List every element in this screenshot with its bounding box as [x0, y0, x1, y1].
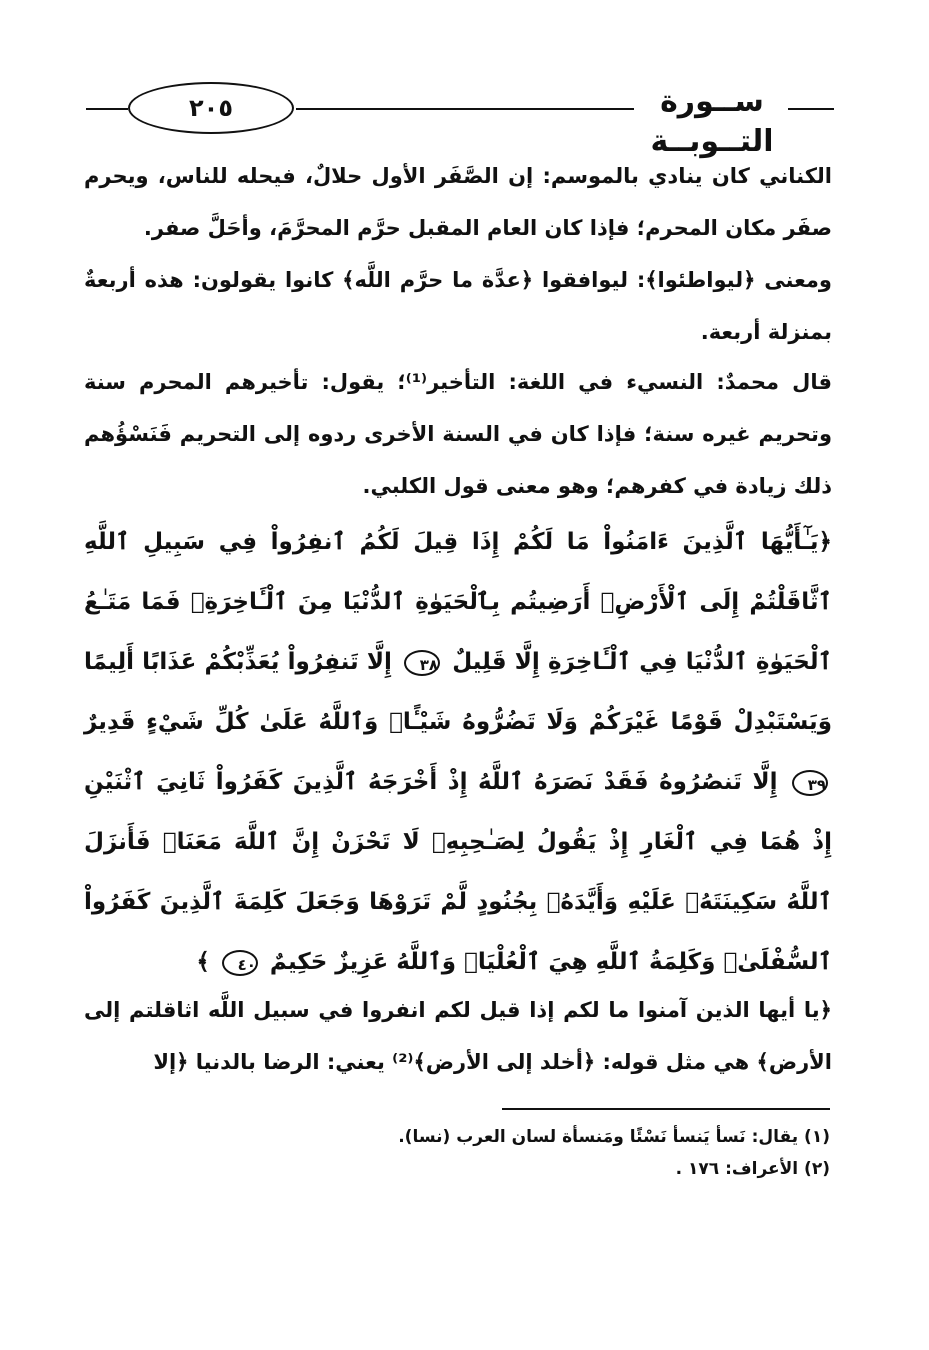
header-rule-middle [296, 108, 634, 110]
paragraph-2: ومعنى ﴿ليواطئوا﴾: ليوافقوا ﴿عدَّة ما حرَّم اللَّه﴾ كانوا يقولون: هذه أربعةٌ بمنزلة أربعة. [84, 268, 832, 344]
verse-part-2: إِلَّا تَنفِرُواْ يُعَذِّبْكُمْ عَذَابًا أَلِيمًا وَيَسْتَبْدِلْ قَوْمًا غَيْرَكُمْ وَلَا تَضُرُّوهُ شَيْـًٔاۗ وَٱللَّهُ عَلَىٰ كُلِّ شَيْءٍ قَدِيرٌ [84, 649, 832, 735]
verse-closing-bracket: ﴾ [196, 949, 210, 975]
page-header [86, 76, 834, 159]
footnote-separator [502, 1108, 830, 1110]
paragraph-5: ﴿يا أيها الذين آمنوا ما لكم إذا قيل لكم انفروا في سبيل اللَّه اثاقلتم إلى الأرض﴾ هي مثل قوله: ﴿أخلد إلى الأرض﴾⁽²⁾ يعني: الرضا بالدنيا ﴿إلا [84, 998, 832, 1074]
verse-part-1: ﴿يَـٰٓأَيُّهَا ٱلَّذِينَ ءَامَنُواْ مَا لَكُمْ إِذَا قِيلَ لَكُمُ ٱنفِرُواْ فِي سَبِيلِ ٱللَّهِ ٱثَّاقَلْتُمْ إِلَى ٱلْأَرْضِۚ أَرَضِيتُم بِٱلْحَيَوٰةِ ٱلدُّنْيَا مِنَ ٱلْـَٔاخِرَةِۚ فَمَا مَتَـٰعُ ٱلْحَيَوٰةِ ٱلدُّنْيَا فِي ٱلْـَٔاخِرَةِ إِلَّا قَلِيلٌ [84, 529, 832, 675]
page-number: ٢٠٥ [189, 94, 233, 122]
ayah-number-39: ٣٩ [792, 770, 828, 796]
paragraph-1: الكناني كان ينادي بالموسم: إن الصَّفَر الأول حلالٌ، فيحله للناس، ويحرم صفَر مكان المحرم؛ فإذا كان العام المقبل حرَّم المحرَّمَ، وأحَلَّ صفر. [84, 164, 832, 240]
page-number-oval [128, 82, 294, 134]
ayah-number-40: ٤٠ [222, 950, 258, 976]
header-rule-left [86, 108, 128, 110]
verse-part-3: إِلَّا تَنصُرُوهُ فَقَدْ نَصَرَهُ ٱللَّهُ إِذْ أَخْرَجَهُ ٱلَّذِينَ كَفَرُواْ ثَانِيَ ٱثْنَيْنِ إِذْ هُمَا فِي ٱلْغَارِ إِذْ يَقُولُ لِصَـٰحِبِهِۦ لَا تَحْزَنْ إِنَّ ٱللَّهَ مَعَنَاۖ فَأَنزَلَ ٱللَّهُ سَكِينَتَهُۥ عَلَيْهِ وَأَيَّدَهُۥ بِجُنُودٍ لَّمْ تَرَوْهَا وَجَعَلَ كَلِمَةَ ٱلَّذِينَ كَفَرُواْ ٱلسُّفْلَىٰۗ وَكَلِمَةُ ٱللَّهِ هِيَ ٱلْعُلْيَاۗ وَٱللَّهُ عَزِيزٌ حَكِيمٌ [84, 769, 832, 975]
surah-title: ســورة التــوبــة [650, 84, 774, 159]
footnote-2: (٢) الأعراف: ١٧٦ . [675, 1159, 830, 1179]
ayah-number-38: ٣٨ [404, 650, 440, 676]
quran-verse-block [84, 512, 832, 992]
paragraph-3: قال محمدٌ: النسيء في اللغة: التأخير⁽¹⁾؛ يقول: تأخيرهم المحرم سنة وتحريم غيره سنة؛ فإذا كان في السنة الأخرى ردوه إلى التحريم فَنَسْؤُهم ذلك زيادة في كفرهم؛ وهو معنى قول الكلبي. [84, 370, 832, 498]
footnote-1: (١) يقال: نَسأ يَنسأ نَسْئًا ومَنسأة لسان العرب (نسا). [398, 1127, 830, 1147]
header-rule-right [788, 108, 834, 110]
